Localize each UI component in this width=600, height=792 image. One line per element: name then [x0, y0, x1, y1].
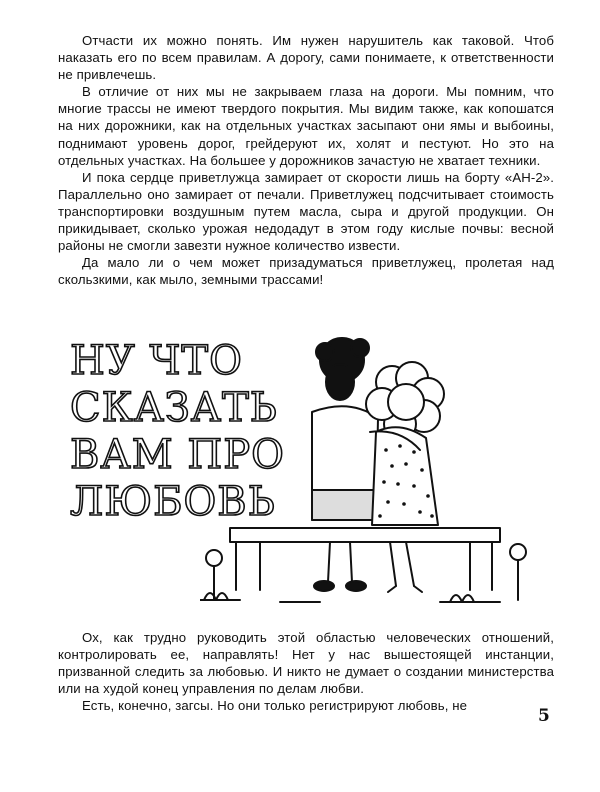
man-belt [312, 490, 376, 520]
man-head [326, 364, 354, 400]
woman-legs [390, 542, 414, 586]
bottom-text-block [58, 629, 554, 714]
man-shoe [314, 581, 334, 591]
headline-line: НУ ЧТО [70, 338, 243, 384]
bench-seat [230, 528, 500, 542]
headline-line: ЛЮБОВЬ [70, 479, 276, 525]
paragraph: В отличие от них мы не закрываем глаза на дороги. Мы помним, что многие трассы не имеют твердого покрытия. Мы видим также, как копошатся на них дорожники, как на отдельных участках засыпают они ямы и выбоины, поднимают уровень дорог, грейдеруют их, холят и пестуют. Но это на отдельных участках. На большее у дорожников зачастую не хватает техники. [58, 84, 554, 168]
paragraph: Ох, как трудно руководить этой областью человеческих отношений, контролировать ее, направлять! Нет у нас вышестоящей инстанции, призванной следить за любовью. И никто не думает о создании министерства или на худой конец управления по делам любви. [58, 630, 554, 697]
page-number: 5 [538, 706, 550, 726]
man-legs [328, 542, 352, 582]
headline-line: ВАМ ПРО [70, 432, 285, 478]
man-shoe [346, 581, 366, 591]
paragraph: И пока сердце приветлужца замирает от скорости лишь на борту «АН-2». Параллельно оно замирает от печали. Приветлужец подсчитывает стоимость транспортировки воздушным путем масла, сыра и другой продукции. Он прикидывает, сколько урожая недодадут в этом году кислые почвы: весной районы не смогли завезти нужное количество извести. [58, 169, 554, 254]
flowers [200, 544, 526, 602]
woman-dress [372, 427, 438, 525]
paragraph: Есть, конечно, загсы. Но они только регистрируют любовь, не [82, 698, 468, 714]
top-text-block [58, 32, 554, 288]
headline-line: СКАЗАТЬ [70, 385, 278, 431]
paragraph: Да мало ли о чем может призадуматься приветлужец, пролетая над скользкими, как мыло, земными трассами! [58, 255, 554, 288]
paragraph: Отчасти их можно понять. Им нужен нарушитель как таковой. Чтоб наказать его по всем правилам. А дорогу, сами понимаете, к ответственности не привлечешь. [58, 33, 554, 83]
couple-on-bench-illustration [200, 320, 540, 620]
woman-shoes [388, 586, 422, 592]
